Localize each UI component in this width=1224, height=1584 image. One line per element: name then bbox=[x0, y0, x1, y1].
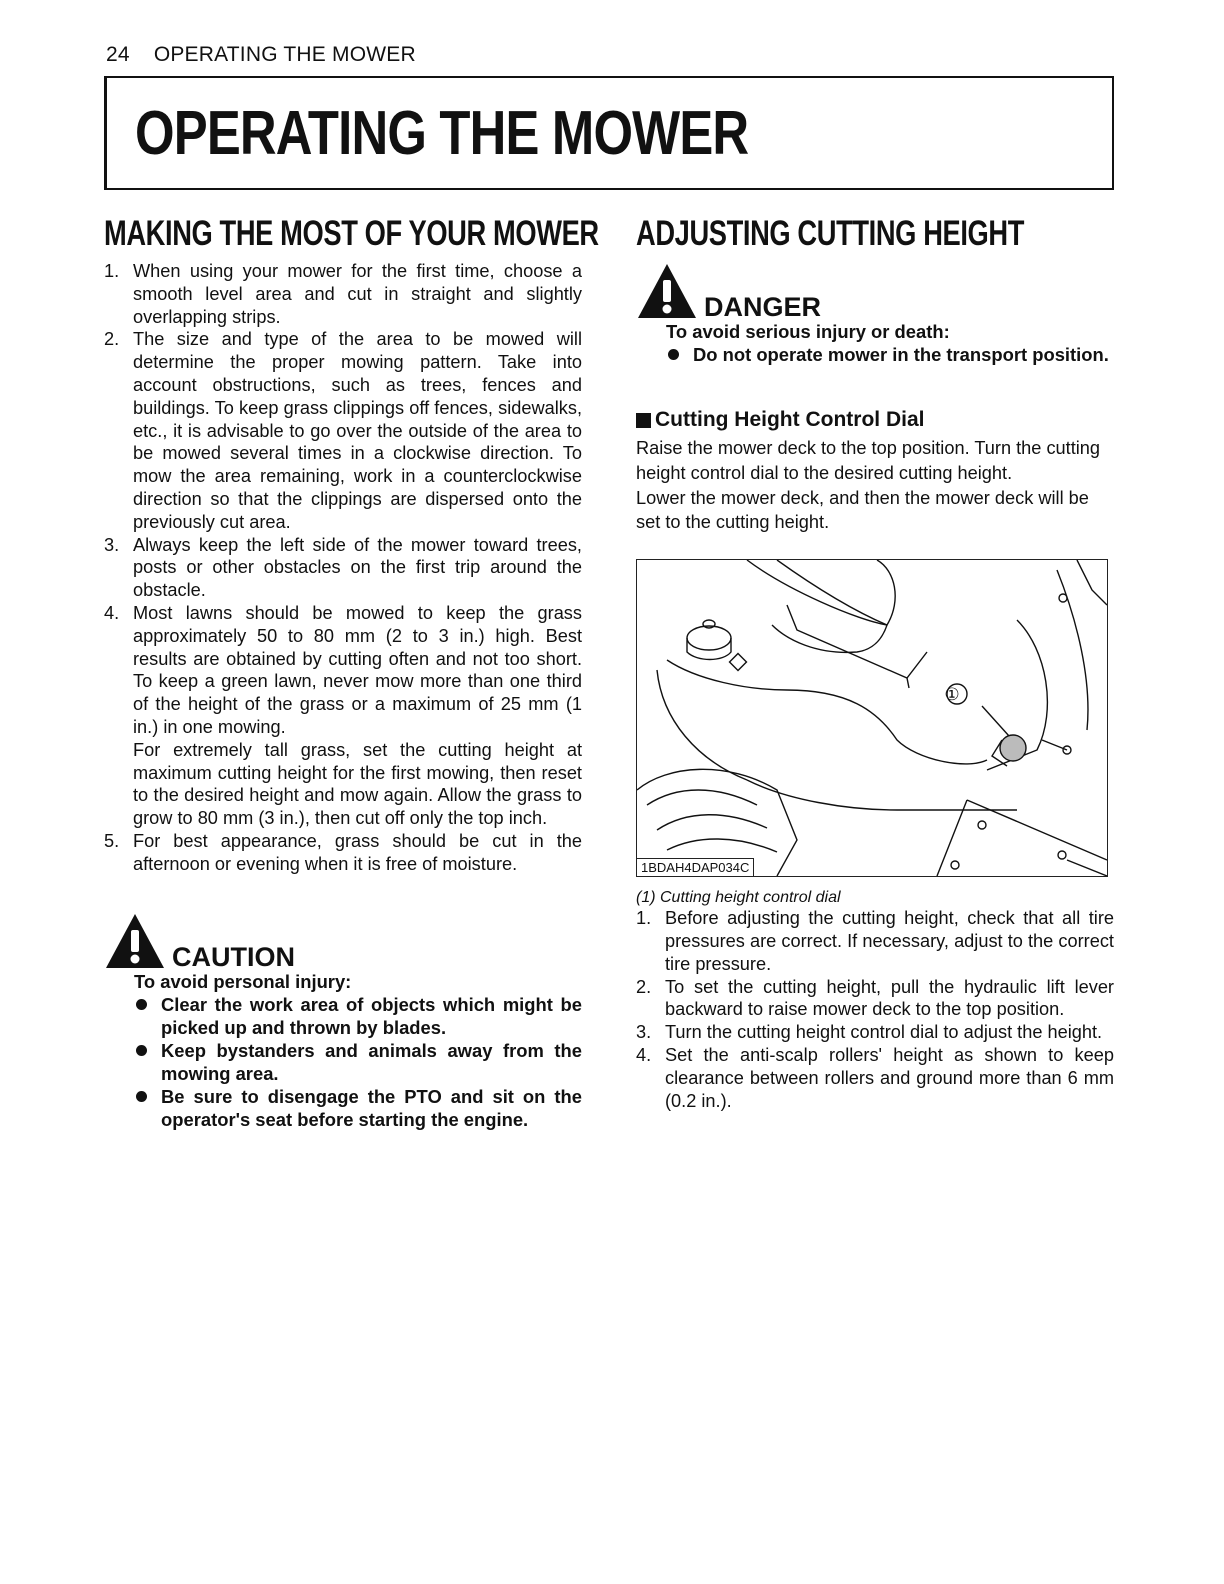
item-text: To set the cutting height, pull the hydraulic lift lever backward to raise mower deck to the top position. bbox=[665, 976, 1114, 1020]
item-text-continued: For extremely tall grass, set the cutting height at maximum cutting height for the first mowing, then reset to the desired height and mow again. Allow the grass to grow to 80 mm (3 in.), then cut off only the top inch. bbox=[133, 739, 582, 829]
danger-label: DANGER bbox=[704, 292, 822, 322]
running-head-title: OPERATING THE MOWER bbox=[153, 43, 416, 66]
caution-bullet bbox=[134, 1085, 582, 1131]
item-number: 4. bbox=[636, 1044, 652, 1065]
list-item bbox=[636, 1044, 1114, 1112]
figure-code: 1BDAH4DAP034C bbox=[637, 858, 754, 876]
item-text: Always keep the left side of the mower toward trees, posts or other obstacles on the first trip around the obstacle. bbox=[133, 534, 582, 601]
list-item bbox=[104, 534, 582, 602]
section-heading-making-most: MAKING THE MOST OF YOUR MOWER bbox=[104, 214, 599, 253]
warning-triangle-icon bbox=[636, 262, 698, 320]
warning-triangle-icon bbox=[104, 912, 166, 970]
item-text: For best appearance, grass should be cut in the afternoon or evening when it is free of moisture. bbox=[133, 830, 582, 874]
caution-bullet bbox=[134, 1039, 582, 1085]
item-number: 4. bbox=[104, 602, 120, 623]
caution-label: CAUTION bbox=[172, 941, 295, 972]
paragraph: Raise the mower deck to the top position. Turn the cutting height control dial to the desired cutting height. bbox=[636, 438, 1101, 483]
list-item bbox=[104, 602, 582, 830]
paragraph: Lower the mower deck, and then the mower deck will be set to the cutting height. bbox=[636, 487, 1089, 533]
item-number: 3. bbox=[104, 534, 120, 555]
callout-marker: ① bbox=[944, 685, 960, 706]
left-column bbox=[104, 214, 599, 1131]
item-number: 1. bbox=[636, 908, 652, 929]
bullet-text: Be sure to disengage the PTO and sit on the operator's seat before starting the engine. bbox=[161, 1085, 582, 1130]
item-number: 3. bbox=[636, 1022, 652, 1043]
bullet-icon bbox=[136, 1045, 147, 1056]
item-text: Set the anti-scalp rollers' height as shown to keep clearance between rollers and ground more than 6 mm (0.2 in.). bbox=[665, 1044, 1114, 1111]
item-text: When using your mower for the first time, choose a smooth level area and cut in straight and slightly overlapping strips. bbox=[133, 261, 582, 327]
section-heading-cutting-height: ADJUSTING CUTTING HEIGHT bbox=[636, 214, 1025, 253]
item-text: The size and type of the area to be mowed will determine the proper mowing pattern. Take into account obstructions, such as trees, fences and buildings. To keep grass clippings off fences, sidewalks, etc., it is advisable to go over the outside of the area to be mowed several times in a clockwise direction. To mow the area remaining, work in a counterclockwise direction so that the clippings are dispersed onto the previously cut area. bbox=[133, 329, 582, 532]
list-item bbox=[636, 976, 1114, 1022]
subsection-heading-text: Cutting Height Control Dial bbox=[655, 408, 925, 431]
square-bullet-icon bbox=[636, 413, 651, 428]
danger-box bbox=[636, 260, 1114, 366]
right-column bbox=[636, 214, 1114, 1112]
list-item bbox=[104, 830, 582, 876]
caution-bullet bbox=[134, 993, 582, 1039]
item-number: 5. bbox=[104, 830, 120, 851]
item-text: Before adjusting the cutting height, check that all tire pressures are correct. If necessary, adjust to the correct tire pressure. bbox=[665, 908, 1114, 974]
list-item bbox=[104, 260, 582, 328]
danger-bullet bbox=[666, 343, 1114, 366]
tips-list bbox=[104, 260, 582, 876]
mower-line-drawing bbox=[637, 560, 1107, 876]
list-item bbox=[636, 907, 1114, 975]
danger-subtitle: To avoid serious injury or death: bbox=[666, 321, 950, 342]
cutting-height-dial-illustration bbox=[636, 559, 1108, 877]
caution-bullets bbox=[104, 993, 582, 1131]
item-number: 2. bbox=[636, 976, 652, 997]
bullet-text: Keep bystanders and animals away from the mowing area. bbox=[161, 1039, 582, 1084]
bullet-icon bbox=[136, 1091, 147, 1102]
figure-caption: (1) Cutting height control dial bbox=[636, 889, 841, 907]
danger-bullets bbox=[636, 343, 1114, 366]
list-item bbox=[104, 328, 582, 533]
bullet-icon bbox=[136, 999, 147, 1010]
bullet-text: Do not operate mower in the transport position. bbox=[693, 344, 1109, 365]
caution-subtitle: To avoid personal injury: bbox=[134, 970, 352, 992]
item-number: 2. bbox=[104, 329, 120, 350]
caution-box bbox=[104, 910, 582, 1131]
running-head bbox=[106, 43, 416, 67]
bullet-text: Clear the work area of objects which might be picked up and thrown by blades. bbox=[161, 993, 582, 1038]
chapter-title: OPERATING THE MOWER bbox=[135, 99, 749, 168]
chapter-title-box bbox=[104, 76, 1114, 190]
item-text: Most lawns should be mowed to keep the grass approximately 50 to 80 mm (2 to 3 in.) high. Best results are obtained by cutting often and not too short. To keep a green lawn, never mow more than one third of the height of the grass or a maximum of 25 mm (1 in.) in one mowing. bbox=[133, 602, 582, 737]
page-number: 24 bbox=[106, 43, 130, 66]
adjustment-steps-list bbox=[636, 907, 1114, 1112]
bullet-icon bbox=[668, 349, 679, 360]
item-number: 1. bbox=[104, 261, 120, 281]
subsection-heading bbox=[636, 408, 1114, 432]
list-item bbox=[636, 1021, 1114, 1044]
item-text: Turn the cutting height control dial to adjust the height. bbox=[665, 1022, 1103, 1043]
